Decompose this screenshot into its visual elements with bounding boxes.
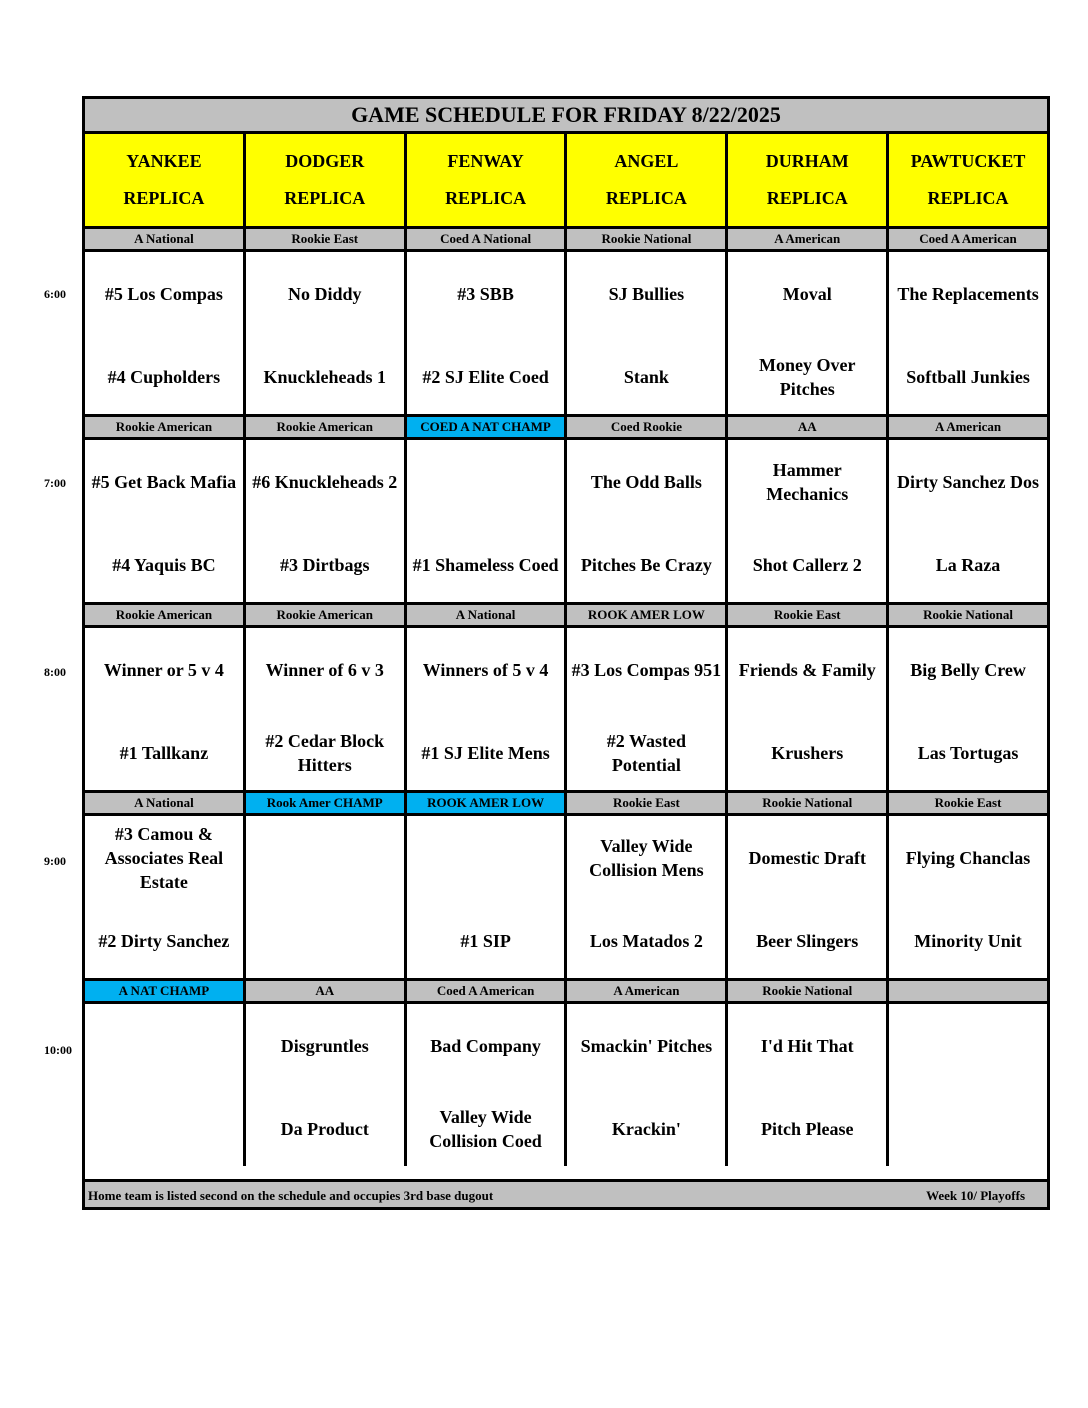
home-team: #2 Wasted Potential	[606, 731, 686, 775]
home-team: Shot Callerz 2	[752, 555, 862, 575]
home-team: #3 Dirtbags	[279, 555, 370, 575]
division-label: Rookie American	[85, 605, 246, 625]
game-cell	[889, 440, 1047, 602]
home-team: #1 Tallkanz	[119, 743, 209, 763]
division-label: Rookie East	[246, 229, 407, 249]
field-name: DODGER	[285, 151, 365, 171]
away-team: I'd Hit That	[760, 1036, 854, 1056]
time-slot-label: 9:00	[44, 854, 66, 868]
division-label: A National	[85, 229, 246, 249]
game-cell	[567, 628, 728, 790]
week-label: Week 10/ Playoffs	[926, 1188, 1025, 1203]
game-cell	[728, 252, 889, 414]
division-label: Rookie American	[246, 605, 407, 625]
game-cell	[407, 816, 568, 978]
field-yankee	[85, 134, 246, 226]
game-cell	[246, 252, 407, 414]
home-team: Softball Junkies	[906, 367, 1030, 387]
home-team: #1 SJ Elite Mens	[421, 743, 550, 763]
game-cell	[889, 628, 1047, 790]
division-label: Rookie National	[889, 605, 1047, 625]
game-cell	[246, 440, 407, 602]
home-team: Minority Unit	[914, 931, 1022, 951]
away-team	[411, 828, 561, 888]
away-team: #3 Los Compas 951	[571, 660, 722, 680]
game-cell	[85, 1004, 246, 1166]
time-slot-label: 8:00	[44, 665, 66, 679]
field-sub: REPLICA	[605, 188, 687, 208]
away-team: The Replacements	[897, 284, 1039, 304]
division-label: A National	[407, 605, 568, 625]
game-cell	[567, 252, 728, 414]
away-team: Winner or 5 v 4	[103, 660, 224, 680]
division-label: Rookie National	[567, 229, 728, 249]
game-cell	[246, 628, 407, 790]
division-label: Rookie East	[567, 793, 728, 813]
home-team	[89, 1099, 239, 1159]
division-label: Rookie National	[728, 793, 889, 813]
home-team: Money Over Pitches	[758, 355, 856, 399]
division-label: Coed A American	[407, 981, 568, 1001]
away-team	[250, 828, 400, 888]
division-label: Coed A American	[889, 229, 1047, 249]
home-team: Beer Slingers	[756, 931, 859, 951]
division-label: A American	[567, 981, 728, 1001]
home-team: Krackin'	[611, 1119, 681, 1139]
away-team: Moval	[782, 284, 832, 304]
game-cell	[728, 816, 889, 978]
away-team: Friends & Family	[738, 660, 876, 680]
game-cell	[728, 440, 889, 602]
division-row	[85, 978, 1047, 1004]
home-team: #2 Cedar Block Hitters	[265, 731, 385, 775]
home-team: #1 SIP	[460, 931, 511, 951]
away-team: SJ Bullies	[608, 284, 685, 304]
division-label: Coed A National	[407, 229, 568, 249]
time-slot-label: 6:00	[44, 287, 66, 301]
away-team: #6 Knuckleheads 2	[252, 472, 398, 492]
home-team: Knuckleheads 1	[263, 367, 386, 387]
game-cell	[567, 816, 728, 978]
field-durham	[728, 134, 889, 226]
schedule-title: GAME SCHEDULE FOR FRIDAY 8/22/2025	[85, 99, 1047, 134]
away-team: Valley Wide Collision Mens	[589, 836, 704, 880]
game-cell	[85, 816, 246, 978]
away-team: Bad Company	[430, 1036, 541, 1056]
division-label: ROOK AMER LOW	[567, 605, 728, 625]
time-slot-label: 10:00	[44, 1043, 72, 1057]
field-angel	[567, 134, 728, 226]
division-label: A National	[85, 793, 246, 813]
field-sub: REPLICA	[123, 188, 205, 208]
away-team: #3 SBB	[457, 284, 514, 304]
home-team: Da Product	[280, 1119, 369, 1139]
home-team: La Raza	[935, 555, 1001, 575]
field-sub: REPLICA	[766, 188, 848, 208]
away-team: Big Belly Crew	[910, 660, 1026, 680]
game-cell	[728, 1004, 889, 1166]
championship-division-label: COED A NAT CHAMP	[407, 417, 568, 437]
division-label: Rookie American	[246, 417, 407, 437]
game-row	[85, 252, 1047, 414]
away-team: Winners of 5 v 4	[422, 660, 549, 680]
field-sub: REPLICA	[445, 188, 527, 208]
away-team: Flying Chanclas	[905, 848, 1031, 868]
home-team: Krushers	[771, 743, 844, 763]
field-name: ANGEL	[614, 151, 679, 171]
field-header-row	[85, 134, 1047, 226]
game-cell	[728, 628, 889, 790]
game-cell	[407, 628, 568, 790]
division-label	[889, 981, 1047, 1001]
away-team: Domestic Draft	[748, 848, 866, 868]
away-team: #5 Los Compas	[104, 284, 223, 304]
division-label: Rookie National	[728, 981, 889, 1001]
game-cell	[889, 252, 1047, 414]
home-team: Los Matados 2	[589, 931, 703, 951]
game-cell	[407, 1004, 568, 1166]
championship-division-label: ROOK AMER LOW	[407, 793, 568, 813]
division-label: Rookie American	[85, 417, 246, 437]
home-team: Pitches Be Crazy	[580, 555, 712, 575]
division-row	[85, 226, 1047, 252]
field-name: PAWTUCKET	[910, 151, 1026, 171]
game-cell	[407, 440, 568, 602]
home-team: Pitch Please	[760, 1119, 854, 1139]
field-sub: REPLICA	[284, 188, 366, 208]
away-team: Disgruntles	[280, 1036, 369, 1056]
away-team: The Odd Balls	[590, 472, 702, 492]
division-label: A American	[889, 417, 1047, 437]
division-row	[85, 414, 1047, 440]
division-label: Coed Rookie	[567, 417, 728, 437]
game-row	[85, 1004, 1047, 1166]
division-label: A American	[728, 229, 889, 249]
away-team: Smackin' Pitches	[580, 1036, 713, 1056]
time-slot-label: 7:00	[44, 476, 66, 490]
footer-bar	[85, 1179, 1047, 1207]
home-team: Valley Wide Collision Coed	[429, 1107, 542, 1151]
time-slot-block	[85, 602, 1047, 790]
game-cell	[246, 816, 407, 978]
game-cell	[889, 1004, 1047, 1166]
game-cell	[85, 628, 246, 790]
game-row	[85, 628, 1047, 790]
division-label: Rookie East	[728, 605, 889, 625]
time-slot-block	[85, 790, 1047, 978]
field-pawtucket	[889, 134, 1047, 226]
division-label: AA	[728, 417, 889, 437]
away-team: No Diddy	[287, 284, 362, 304]
home-team-note: Home team is listed second on the schedule and occupies 3rd base dugout	[88, 1188, 494, 1203]
time-slot-block	[85, 226, 1047, 414]
away-team: #5 Get Back Mafia	[91, 472, 237, 492]
game-row	[85, 440, 1047, 602]
home-team: Stank	[623, 367, 669, 387]
away-team	[893, 1016, 1043, 1076]
away-team: Winner of 6 v 3	[265, 660, 384, 680]
game-cell	[85, 252, 246, 414]
field-dodger	[246, 134, 407, 226]
division-row	[85, 790, 1047, 816]
field-name: DURHAM	[765, 151, 849, 171]
field-name: FENWAY	[447, 151, 524, 171]
away-team	[411, 452, 561, 512]
home-team: Las Tortugas	[917, 743, 1019, 763]
home-team	[250, 911, 400, 971]
away-team	[89, 1016, 239, 1076]
away-team: Hammer Mechanics	[766, 460, 849, 504]
division-label: Rookie East	[889, 793, 1047, 813]
game-cell	[246, 1004, 407, 1166]
game-cell	[567, 1004, 728, 1166]
game-row	[85, 816, 1047, 978]
field-name: YANKEE	[126, 151, 202, 171]
time-slot-block	[85, 414, 1047, 602]
away-team: #3 Camou & Associates Real Estate	[104, 824, 224, 892]
away-team: Dirty Sanchez Dos	[897, 472, 1040, 492]
home-team: #4 Yaquis BC	[112, 555, 216, 575]
time-slot-block	[85, 978, 1047, 1166]
home-team: #2 Dirty Sanchez	[98, 931, 230, 951]
championship-division-label: A NAT CHAMP	[85, 981, 246, 1001]
field-sub: REPLICA	[927, 188, 1009, 208]
home-team: #1 Shameless Coed	[412, 555, 559, 575]
field-fenway	[407, 134, 568, 226]
home-team: #2 SJ Elite Coed	[422, 367, 549, 387]
division-label: AA	[246, 981, 407, 1001]
game-cell	[407, 252, 568, 414]
home-team: #4 Cupholders	[107, 367, 221, 387]
schedule-sheet	[82, 96, 1050, 1210]
championship-division-label: Rook Amer CHAMP	[246, 793, 407, 813]
game-cell	[567, 440, 728, 602]
game-cell	[889, 816, 1047, 978]
game-cell	[85, 440, 246, 602]
division-row	[85, 602, 1047, 628]
home-team	[893, 1099, 1043, 1159]
